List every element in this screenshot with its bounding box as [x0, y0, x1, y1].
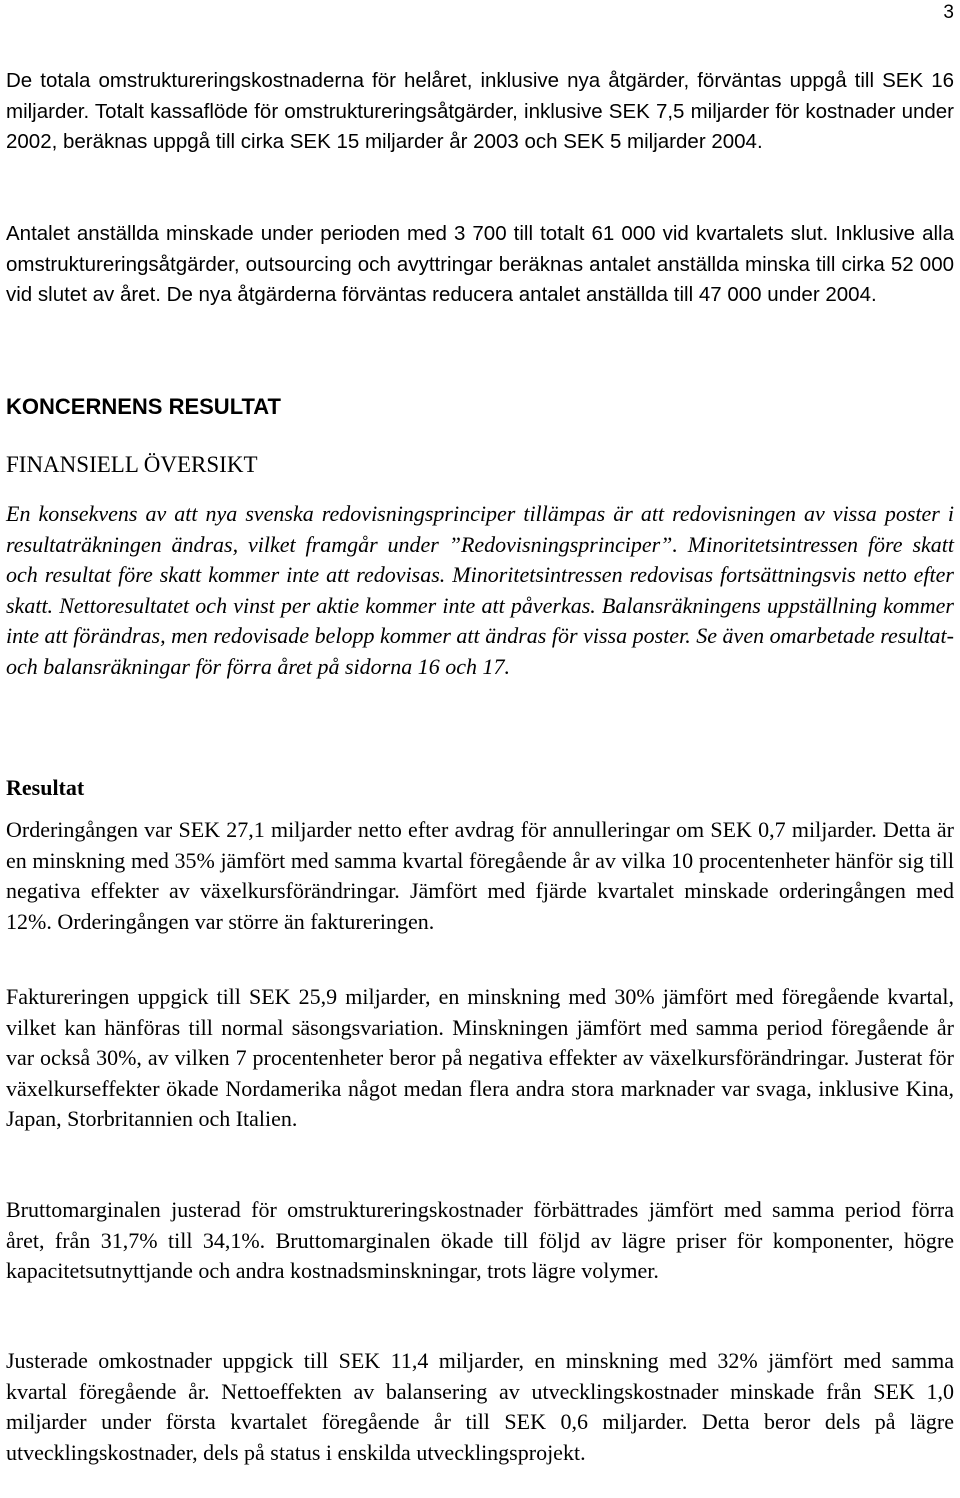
paragraph-employees: Antalet anställda minskade under perioden med 3 700 till totalt 61 000 vid kvartalets slut. Inklusive alla omstruktureringsåtgärder, outsourcing och avyttringar beräknas antalet anställda minska till cirka 52 000 vid slutet av året. De nya åtgärderna förväntas reducera antalet anställda till 47 000 under 2004.	[6, 222, 954, 307]
paragraph-operating-expenses: Justerade omkostnader uppgick till SEK 11,4 miljarder, en minskning med 32% jämfört med samma kvartal föregående år. Nettoeffekten av balansering av utvecklingskostnader minskade från SEK 1,0 miljarder under första kvartalet föregående år till SEK 0,6 miljarder. Detta beror dels på lägre utvecklingskostnader, dels på status i enskilda utvecklingsprojekt.	[6, 1348, 954, 1465]
paragraph-accounting-principles: En konsekvens av att nya svenska redovisningsprinciper tillämpas är att redovisningen av vissa poster i resultaträkningen ändras, vilket framgår under ”Redovisningsprinciper”. Minoritetsintressen före skatt och resultat före skatt kommer inte att redovisas. Minoritetsintressen redovisas fortsättningsvis netto efter skatt. Nettoresultatet och vinst per aktie kommer inte att påverkas. Balansräkningens uppställning kommer inte att förändras, men redovisade belopp kommer att ändras för vissa poster. Se även omarbetade resultat- och balansräkningar för förra året på sidorna 16 och 17.	[6, 501, 954, 679]
heading-finansiell-oversikt: FINANSIELL ÖVERSIKT	[6, 452, 258, 477]
paragraph-order-intake: Orderingången var SEK 27,1 miljarder netto efter avdrag för annulleringar om SEK 0,7 miljarder. Detta är en minskning med 35% jämfört med samma kvartal föregående år av vilka 10 procentenheter hänför sig till negativa effekter av växelkursförändringar. Jämfört med fjärde kvartalet minskade orderingången med 12%. Orderingången var större än faktureringen.	[6, 817, 954, 934]
page-number: 3	[943, 2, 954, 23]
paragraph-gross-margin: Bruttomarginalen justerad för omstruktureringskostnader förbättrades jämfört med samma period förra året, från 31,7% till 34,1%. Bruttomarginalen ökade till följd av lägre priser för komponenter, högre kapacitetsutnyttjande och andra kostnadsminskningar, trots lägre volymer.	[6, 1197, 954, 1284]
paragraph-invoicing: Faktureringen uppgick till SEK 25,9 miljarder, en minskning med 30% jämfört med föregående kvartal, vilket kan hänföras till normal säsongsvariation. Minskningen jämfört med samma period föregående år var också 30%, av vilken 7 procentenheter beror på negativa effekter av växelkursförändringar. Justerat för växelkurseffekter ökade Nordamerika något medan flera andra stora marknader var svaga, inklusive Kina, Japan, Storbritannien och Italien.	[6, 984, 954, 1132]
heading-resultat: Resultat	[6, 775, 85, 800]
paragraph-restructuring-costs: De totala omstruktureringskostnaderna för helåret, inklusive nya åtgärder, förväntas uppgå till SEK 16 miljarder. Totalt kassaflöde för omstruktureringsåtgärder, inklusive SEK 7,5 miljarder för kostnader under 2002, beräknas uppgå till cirka SEK 15 miljarder år 2003 och SEK 5 miljarder 2004.	[6, 69, 954, 154]
heading-koncernens-resultat: KONCERNENS RESULTAT	[6, 394, 281, 419]
